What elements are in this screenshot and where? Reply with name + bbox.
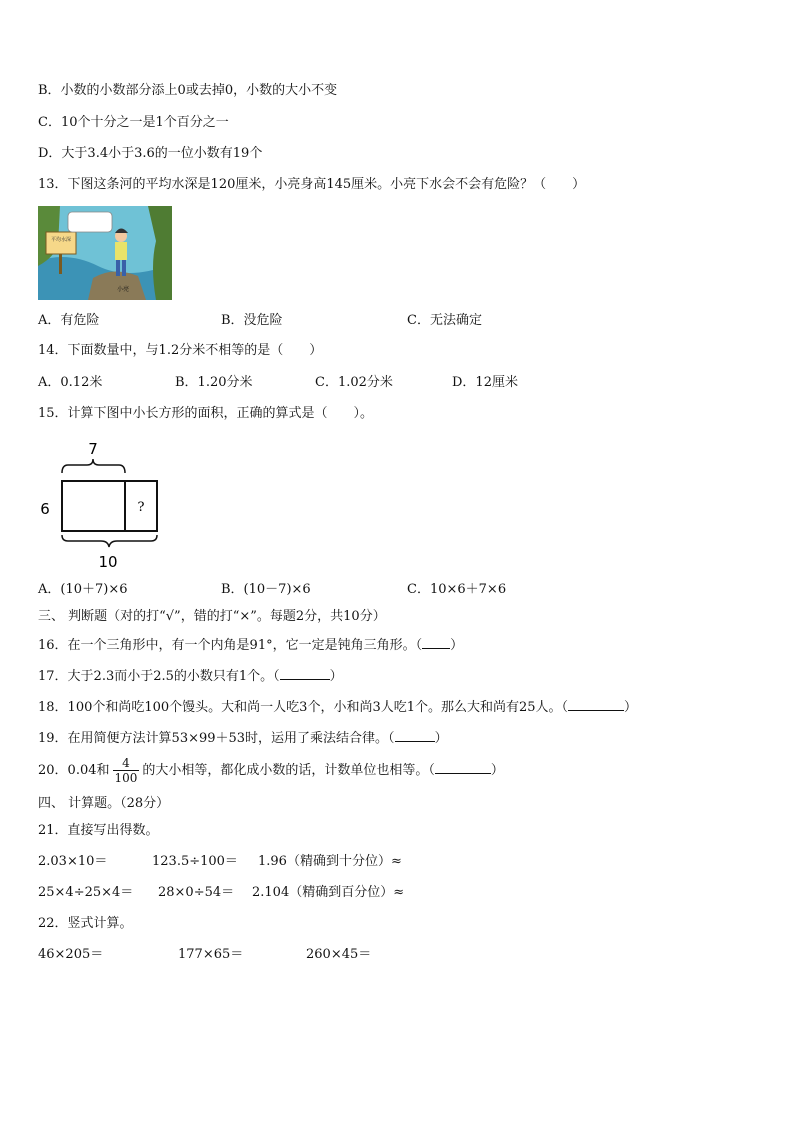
q21-item: 123.5÷100＝ [152, 854, 238, 869]
q17-statement: 17．大于2.3而小于2.5的小数只有1个。（ [38, 669, 280, 684]
q16-text [38, 636, 463, 654]
q14-option-b: B．1.20分米 [175, 375, 253, 390]
bottom-brace [62, 535, 157, 547]
q13-option-b: B．没危险 [221, 313, 283, 328]
q21-item: 25×4÷25×4＝ [38, 885, 134, 900]
q19-answer-blank[interactable] [395, 729, 435, 742]
q20-answer-blank[interactable] [435, 761, 491, 774]
q16-answer-blank[interactable] [422, 636, 450, 649]
bottom-length-label: 10 [98, 553, 118, 571]
q14-option-c: C．1.02分米 [315, 375, 393, 390]
q22-text: 22．竖式计算。 [38, 916, 133, 931]
q16-close-paren: ） [450, 638, 464, 653]
q20-fraction [113, 756, 140, 785]
q13-text: 13．下图这条河的平均水深是120厘米，小亮身高145厘米。小亮下水会不会有危险？（ ） [38, 177, 586, 192]
unknown-mark: ? [137, 500, 145, 515]
q15-option-c: C．10×6＋7×6 [407, 582, 507, 597]
q20-close-paren: ） [490, 763, 504, 778]
q14-option-a: A．0.12米 [38, 375, 103, 390]
q14-text: 14．下面数量中，与1.2分米不相等的是（ ） [38, 343, 323, 358]
top-length-label: 7 [88, 440, 98, 458]
q13-option-a: A．有危险 [38, 313, 100, 328]
q18-close-paren: ） [624, 700, 638, 715]
q14-option-d: D．12厘米 [452, 375, 518, 390]
q13-option-c: C．无法确定 [407, 313, 482, 328]
height-label: 6 [40, 500, 50, 518]
q20-before: 20．0.04和 [38, 763, 110, 778]
q21-item: 28×0÷54＝ [158, 885, 235, 900]
q15-option-b: B．(10－7)×6 [221, 582, 311, 597]
q17-text [38, 667, 343, 685]
q22-item: 260×45＝ [306, 947, 372, 962]
q17-answer-blank[interactable] [280, 667, 330, 680]
q17-close-paren: ） [329, 669, 343, 684]
q21-item: 2.104（精确到百分位）≈ [252, 885, 405, 900]
q15-option-a: A．(10＋7)×6 [38, 582, 128, 597]
q20-text [38, 756, 504, 786]
q13-illustration [38, 206, 172, 300]
sign-text: 平均水深 [50, 237, 72, 243]
q15-rectangle-figure [35, 435, 170, 575]
q21-item: 1.96（精确到十分位）≈ [258, 854, 402, 869]
q21-text: 21．直接写出得数。 [38, 823, 159, 838]
q18-answer-blank[interactable] [568, 698, 624, 711]
section-4-heading: 四、 计算题。（28分） [38, 796, 170, 811]
q12-option-d: D．大于3.4小于3.6的一位小数有19个 [38, 146, 263, 161]
q13-character-name: 小亮 [117, 286, 130, 293]
q18-text [38, 698, 637, 716]
q19-statement: 19．在用简便方法计算53×99＋53时，运用了乘法结合律。（ [38, 731, 395, 746]
fraction-numerator: 4 [113, 756, 140, 771]
q22-item: 46×205＝ [38, 947, 104, 962]
q12-option-c: C．10个十分之一是1个百分之一 [38, 115, 229, 130]
river-scene-image [38, 206, 172, 300]
q18-statement: 18．100个和尚吃100个馒头。大和尚一人吃3个，小和尚3人吃1个。那么大和尚有25人。（ [38, 700, 569, 715]
q21-item: 2.03×10＝ [38, 854, 108, 869]
top-brace [62, 459, 125, 473]
q15-text: 15．计算下图中小长方形的面积，正确的算式是（ ）。 [38, 406, 374, 421]
q19-text [38, 729, 448, 747]
q12-option-b: B．小数的小数部分添上0或去掉0，小数的大小不变 [38, 83, 338, 98]
q16-statement: 16．在一个三角形中，有一个内角是91°，它一定是钝角三角形。（ [38, 638, 423, 653]
q19-close-paren: ） [434, 731, 448, 746]
q20-after: 的大小相等，都化成小数的话，计数单位也相等。（ [142, 763, 435, 778]
section-3-heading: 三、 判断题（对的打“√”，错的打“×”。每题2分，共10分） [38, 609, 386, 624]
fraction-denominator: 100 [114, 771, 138, 785]
q22-item: 177×65＝ [178, 947, 244, 962]
